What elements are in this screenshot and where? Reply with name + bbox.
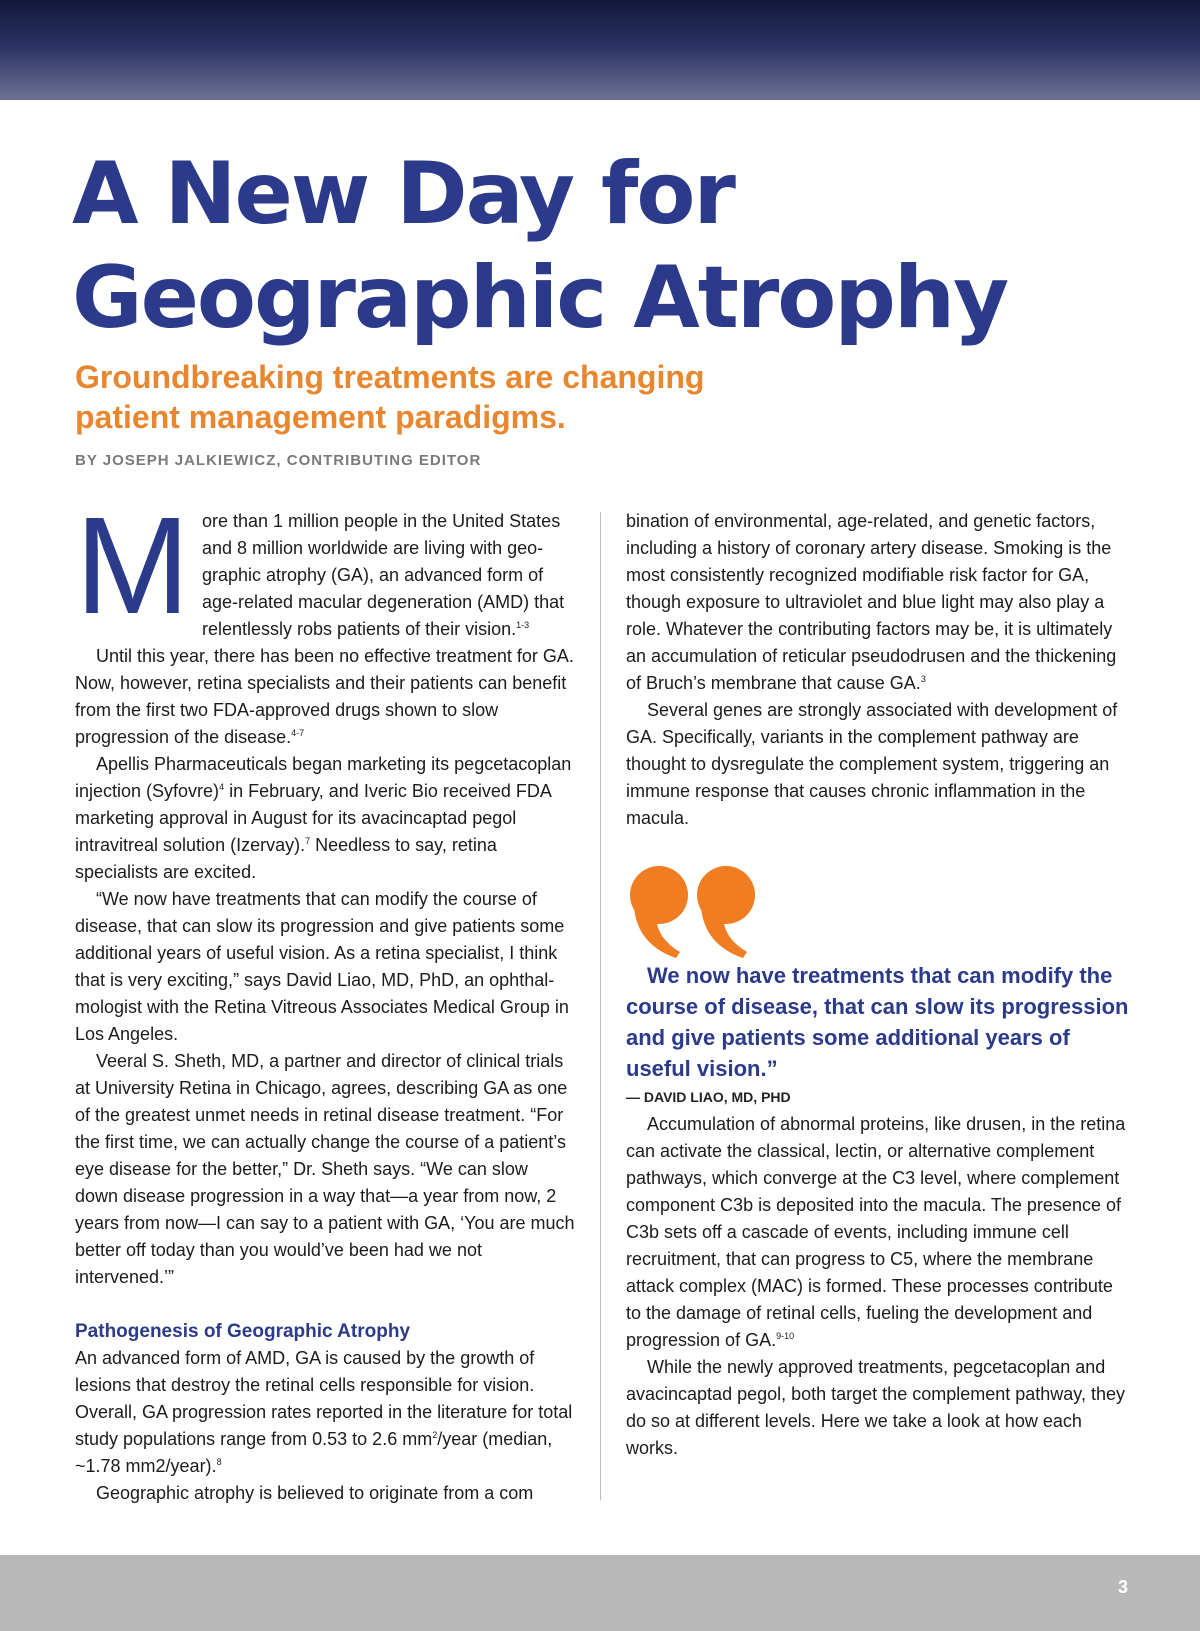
byline: BY JOSEPH JALKIEWICZ, CONTRIBUTING EDITOR	[75, 452, 482, 469]
paragraph: Until this year, there has been no effective treatment for GA. Now, however, retina specialists and their patients can benefit from the first two FDA-approved drugs shown to slow progression of the disease.$^{4-7}$	[75, 646, 574, 747]
pull-quote-block	[626, 860, 1131, 1111]
paragraph: Geographic atrophy is believed to originate from a com	[96, 1483, 534, 1503]
paragraph: Apellis Pharmaceuticals began marketing its pegcetacoplan injection (Syfovre)$^4$ in February, and Iveric Bio received FDA marketing approval in August for its avacincaptad pegol intravitreal solution (Izervay).$^7$ Needless to say, retina specialists are excited.	[75, 754, 572, 882]
paragraph: Accumulation of abnormal proteins, like drusen, in the retina can activate the classical, lectin, or alternative complement pathways, which converge at the C3 level, where complement component C3b is deposited into the macula. The presence of C3b sets off a cascade of events, including immune cell recruitment, that can progress to C5, where the membrane attack complex (MAC) is formed. These processes contribute to the damage of retinal cells, fueling the development and progression of GA.$^{9-10}$	[626, 1114, 1126, 1350]
column-divider	[600, 512, 601, 1500]
pull-quote-text: We now have treatments that can modify the course of disease, that can slow its progression and give patients some additional years of useful vision.”	[626, 963, 1129, 1081]
page-number: 3	[1117, 1577, 1128, 1597]
paragraph: “We now have treatments that can modify the course of disease, that can slow its progression and give patients some additional years of useful vision. As a retina specialist, I think that is very exciting,” says David Liao, MD, PhD, an ophthalmologist with the Retina Vitreous Associates Medical Group in Los Angeles.	[75, 889, 569, 1044]
left-column	[75, 489, 575, 1507]
paragraph: While the newly approved treatments, pegcetacoplan and avacincaptad pegol, both target the complement pathway, they do so at different levels. Here we take a look at how each works.	[626, 1357, 1125, 1458]
paragraph: Several genes are strongly associated with development of GA. Specifically, variants in the complement pathway are thought to dysregulate the complement system, triggering an immune response that causes chronic inflammation in the macula.	[626, 700, 1118, 828]
paragraph: bination of environmental, age-related, and genetic factors, including a history of coronary artery disease. Smoking is the most consistently recognized modifiable risk factor for GA, though exposure to ultraviolet and blue light may also play a role. Whatever the contributing factors may be, it is ultimately an accumulation of reticular pseudodrusen and the thickening of Bruch’s membrane that cause GA.$^3$	[626, 511, 1117, 693]
paragraph: Veeral S. Sheth, MD, a partner and director of clinical trials at University Retina in Chicago, agrees, describing GA as one of the greatest unmet needs in retinal disease treatment. “For the first time, we can actually change the course of a patient’s eye disease for the better,” Dr. Sheth says. “We can slow down disease progression in a way that—a year from now, 2 years from now—I can say to a patient with GA, ‘You are much better off today than you would’ve been had we not intervened.’”	[75, 1051, 575, 1287]
article-title: A New Day for Geographic Atrophy	[72, 144, 1008, 348]
quote-mark-icon	[626, 860, 766, 960]
paragraph: An advanced form of AMD, GA is caused by the growth of lesions that destroy the retinal cells responsible for vision. Overall, GA progression rates reported in the literature for total study populations range from 0.53 to 2.6 $mm^2$/year (median, ~1.78 mm2/year).$^8$	[75, 1348, 573, 1476]
drop-cap: M	[75, 489, 190, 643]
header-band	[0, 0, 1200, 100]
article-subtitle: Groundbreaking treatments are changing patient management paradigms.	[75, 359, 705, 435]
paragraph: More than 1 million people in the United States and 8 million worldwide are living with geographic atrophy (GA), an advanced form of age-related macular degeneration (AMD) that relentlessly robs patients of their vision.$^{1-3}$	[75, 489, 565, 643]
section-heading: Pathogenesis of Geographic Atrophy	[75, 1321, 411, 1342]
pull-quote-attribution: — DAVID LIAO, MD, PHD	[626, 1089, 791, 1105]
footer-band	[0, 1555, 1200, 1631]
right-column	[626, 508, 1131, 1462]
